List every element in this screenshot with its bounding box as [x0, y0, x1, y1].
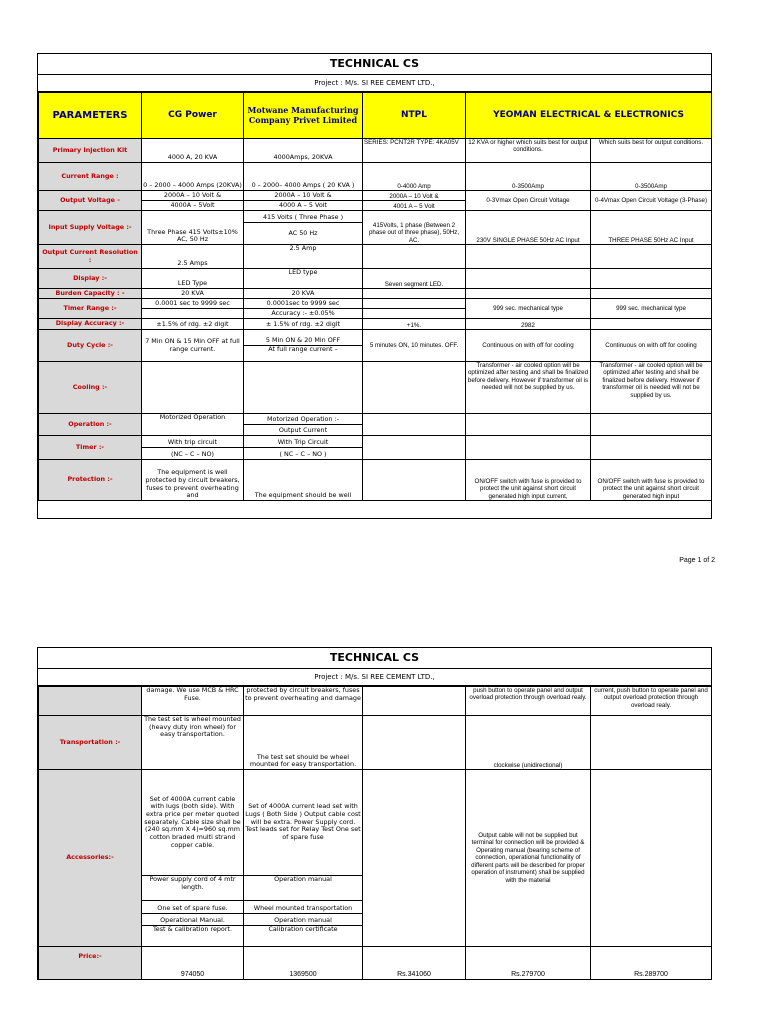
cell-ntpl [363, 299, 466, 309]
cell-cg: LED Type [142, 269, 244, 289]
row-label: Duty Cycle :- [39, 330, 142, 362]
cell-yeoman-2: Transformer - air cooled option will be optimized after testing and shall be finalized before delivery. However if transformer oil is needed will not be supplied by us. [591, 362, 712, 414]
table-row [39, 362, 712, 414]
cell-cg: 974050 [142, 947, 244, 980]
cell-cg [142, 362, 244, 414]
table-row [39, 319, 712, 330]
cell-cg: 20 KVA [142, 289, 244, 299]
cell-motwane: The equipment should be well [244, 460, 363, 501]
table-row [39, 289, 712, 299]
cell-ntpl: +1%. [363, 319, 466, 330]
cell-yeoman-1: 0-3500Amp [466, 163, 591, 191]
cell-ntpl: 4001 A – 5 Volt [363, 201, 466, 211]
cell-yeoman-1: Continuous on with off for cooling [466, 330, 591, 362]
cell-ntpl: 415Volts, 1 phase (Between 2 phase out of three phase), 50Hz, AC. [363, 211, 466, 245]
cell-yeoman-2: 0-4Vmax Open Circuit Voltage (3-Phase) [591, 191, 712, 211]
table-row [39, 436, 712, 448]
cell-ntpl [363, 770, 466, 947]
cell-motwane: Wheel mounted transportation [244, 901, 363, 914]
cell-ntpl [363, 309, 466, 319]
cell-ntpl [363, 289, 466, 299]
cell-motwane: ( NC – C – NO ) [244, 448, 363, 460]
cell-cg: Power supply cord of 4 mtr length. [142, 876, 244, 901]
table-row [39, 687, 712, 716]
cell-yeoman-1: 0-3Vmax Open Circuit Voltage [466, 191, 591, 211]
cell-cg: Motorized Operation [142, 414, 244, 436]
table-row [39, 211, 712, 223]
technical-sheet-page-2 [37, 647, 712, 980]
table-row [39, 947, 712, 980]
cell-yeoman-1 [466, 269, 591, 289]
cell-yeoman-2: 0-3500Amp [591, 163, 712, 191]
cell-yeoman-2: THREE PHASE 50Hz AC Input [591, 211, 712, 245]
table-row [39, 716, 712, 770]
cell-ntpl: SERIES: PCNT2R TYPE: 4KA05V [363, 139, 466, 163]
row-label: Current Range : [39, 163, 142, 191]
cell-yeoman-2 [591, 770, 712, 947]
cell-cg: The test set is wheel mounted (heavy duty iron wheel) for easy transportation. [142, 716, 244, 770]
cell-cg: damage. We use MCB & HRC Fuse. [142, 687, 244, 716]
cell-motwane: Accuracy :- ±0.05% [244, 309, 363, 319]
project-line: Project : M/s. SI REE CEMENT LTD., [38, 75, 711, 92]
cell-yeoman-1: 230V SINGLE PHASE 50Hz AC Input [466, 211, 591, 245]
cell-ntpl: 0-4000 Amp [363, 163, 466, 191]
row-label: Timer :- [39, 436, 142, 460]
cell-cg: ±1.5% of rdg. ±2 digit [142, 319, 244, 330]
header-ntpl: NTPL [363, 93, 466, 139]
cell-motwane: Output Current [244, 425, 363, 436]
project-line: Project : M/s. SI REE CEMENT LTD., [38, 669, 711, 686]
cell-motwane: 20 KVA [244, 289, 363, 299]
cell-yeoman-1: 2982 [466, 319, 591, 330]
cell-cg: 4000A – 5Volt [142, 201, 244, 211]
cell-motwane: Set of 4000A current lead set with Lugs ( Both Side ) Output cable cost will be extra. Power Supply cord. Test leads set for Relay Test One set of spare fuse [244, 770, 363, 876]
header-cg-power: CG Power [142, 93, 244, 139]
sheet-title: TECHNICAL CS [38, 54, 711, 75]
cell-yeoman-2: current, push button to operate panel and output overload protection through overload realy. [591, 687, 712, 716]
cell-cg: 4000 A, 20 KVA [142, 139, 244, 163]
cell-motwane: At full range current – [244, 346, 363, 362]
cell-yeoman-1 [466, 414, 591, 436]
comparison-table [38, 686, 712, 980]
cell-cg: 7 Min ON & 15 Min OFF at full range current. [142, 330, 244, 362]
cell-cg: 0 – 2000 – 4000 Amps (20KVA) [142, 163, 244, 191]
cell-motwane: 0.0001sec to 9999 sec [244, 299, 363, 309]
cell-motwane: Operation manual [244, 876, 363, 901]
cell-yeoman-2 [591, 436, 712, 460]
row-label: Input Supply Voltage :- [39, 211, 142, 245]
cell-cg: Set of 4000A current cable with lugs (both side). With extra price per meter quoted separately. Cable size shall be (240 sq.mm X 4)=960 sq.mm cotton braded multi strand copper cable. [142, 770, 244, 876]
row-label: Display Accuracy :- [39, 319, 142, 330]
cell-yeoman-2 [591, 245, 712, 269]
cell-yeoman-2: ON/OFF switch with fuse is provided to protect the unit against short circuit generated high input [591, 460, 712, 501]
cell-cg [142, 309, 244, 319]
table-row [39, 460, 712, 501]
row-label: Protection :- [39, 460, 142, 501]
cell-yeoman-1 [466, 289, 591, 299]
cell-motwane: LED type [244, 269, 363, 289]
cell-motwane: 1369500 [244, 947, 363, 980]
table-row [39, 330, 712, 346]
row-label: Accessories:- [39, 770, 142, 947]
technical-sheet-page-1 [37, 53, 712, 519]
cell-cg: 0.0001 sec to 9999 sec [142, 299, 244, 309]
cell-motwane: 2000A – 10 Volt & [244, 191, 363, 201]
cell-ntpl: 2000A – 10 Volt & [363, 191, 466, 201]
table-row [39, 269, 712, 289]
cell-motwane: 5 Min ON & 20 Min OFF [244, 330, 363, 346]
cell-ntpl [363, 460, 466, 501]
cell-motwane: 4000Amps, 20KVA [244, 139, 363, 163]
cell-motwane [244, 362, 363, 414]
cell-motwane: The test set should be wheel mounted for easy transportation. [244, 716, 363, 770]
cell-yeoman-1: Rs.279700 [466, 947, 591, 980]
row-label: Cooling :- [39, 362, 142, 414]
row-label: Primary Injection Kit [39, 139, 142, 163]
page-number: Page 1 of 2 [679, 557, 715, 564]
cell-cg: 2.5 Amps [142, 245, 244, 269]
cell-yeoman-2 [591, 269, 712, 289]
cell-motwane: ± 1.5% of rdg. ±2 digit [244, 319, 363, 330]
cell-ntpl: 5 minutes ON, 10 minutes. OFF. [363, 330, 466, 362]
cell-ntpl [363, 245, 466, 269]
table-row [39, 299, 712, 309]
cell-yeoman-2 [591, 289, 712, 299]
header-motwane: Motwane Manufacturing Company Privet Limited [244, 93, 363, 139]
cell-cg: (NC – C – NO) [142, 448, 244, 460]
cell-yeoman-2: Which suits best for output conditions. [591, 139, 712, 163]
table-row [39, 770, 712, 876]
cell-yeoman-1: 999 sec. mechanical type [466, 299, 591, 319]
cell-ntpl [363, 414, 466, 436]
row-label: Display :- [39, 269, 142, 289]
comparison-table [38, 92, 712, 501]
cell-yeoman-2 [591, 319, 712, 330]
cell-motwane: 2.5 Amp [244, 245, 363, 269]
cell-cg: One set of spare fuse. [142, 901, 244, 914]
cell-motwane: protected by circuit breakers, fuses to prevent overheating and damage [244, 687, 363, 716]
cell-yeoman-1: 12 KVA or higher which suits best for output conditions. [466, 139, 591, 163]
row-label: Transportation :- [39, 716, 142, 770]
cell-yeoman-1: clockwise (unidirectional) [466, 716, 591, 770]
cell-yeoman-1: push button to operate panel and output overload protection through overload realy. [466, 687, 591, 716]
row-label [39, 687, 142, 716]
row-label: Output Voltage - [39, 191, 142, 211]
cell-motwane: AC 50 Hz [244, 223, 363, 245]
cell-ntpl [363, 436, 466, 460]
cell-yeoman-1: ON/OFF switch with fuse is provided to protect the unit against short circuit generated high input current, [466, 460, 591, 501]
cell-ntpl: Seven segment LED. [363, 269, 466, 289]
cell-cg: Three Phase 415 Volts±10% AC, 50 Hz [142, 211, 244, 245]
cell-cg: With trip circuit [142, 436, 244, 448]
row-label: Output Current Resolution : [39, 245, 142, 269]
table-row [39, 163, 712, 191]
cell-motwane: Motorized Operation :- [244, 414, 363, 425]
cell-cg: Test & calibration report. [142, 926, 244, 947]
cell-ntpl [363, 362, 466, 414]
cell-cg: Operational Manual. [142, 914, 244, 926]
row-label: Timer Range :- [39, 299, 142, 319]
cell-ntpl: Rs.341060 [363, 947, 466, 980]
cell-motwane: 0 – 2000– 4000 Amps ( 20 KVA ) [244, 163, 363, 191]
cell-yeoman-2: 999 sec. mechanical type [591, 299, 712, 319]
header-parameters: PARAMETERS [39, 93, 142, 139]
cell-motwane: Operation manual [244, 914, 363, 926]
table-row [39, 191, 712, 201]
cell-ntpl [363, 716, 466, 770]
cell-yeoman-2: Continuous on with off for cooling [591, 330, 712, 362]
cell-motwane: Calibration certificate [244, 926, 363, 947]
table-row [39, 139, 712, 163]
cell-yeoman-1: Transformer - air cooled option will be optimized after testing and shall be finalized before delivery. However if transformer oil is needed will not be supplied by us. [466, 362, 591, 414]
cell-yeoman-2 [591, 716, 712, 770]
header-row [39, 93, 712, 139]
header-yeoman: YEOMAN ELECTRICAL & ELECTRONICS [466, 93, 712, 139]
cell-yeoman-2 [591, 414, 712, 436]
cell-yeoman-2: Rs.289700 [591, 947, 712, 980]
cell-motwane: 415 Volts ( Three Phase ) [244, 211, 363, 223]
sheet-title: TECHNICAL CS [38, 648, 711, 669]
row-label: Price:- [39, 947, 142, 980]
cell-motwane: With Trip Circuit [244, 436, 363, 448]
row-label: Operation :- [39, 414, 142, 436]
cell-cg: The equipment is well protected by circuit breakers, fuses to prevent overheating and [142, 460, 244, 501]
cell-yeoman-1 [466, 436, 591, 460]
table-row [39, 245, 712, 269]
cell-ntpl [363, 687, 466, 716]
cell-motwane: 4000 A – 5 Volt [244, 201, 363, 211]
cell-yeoman-1 [466, 245, 591, 269]
cell-yeoman-1: Output cable will not be supplied but terminal for connection will be provided & Operating manual (bearing scheme of connection, operational functionality of different parts will be described for proper operation of instrument) shall be supplied with the material [466, 770, 591, 947]
cell-cg: 2000A – 10 Volt & [142, 191, 244, 201]
table-row [39, 414, 712, 425]
row-label: Burden Capacity : - [39, 289, 142, 299]
